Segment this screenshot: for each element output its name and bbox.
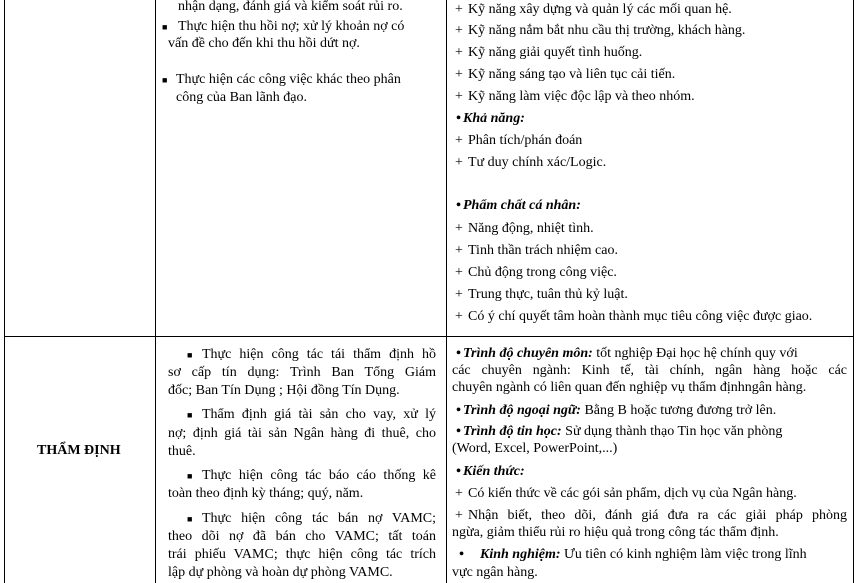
edu-label: Trình độ chuyên môn:: [463, 346, 593, 361]
bullet-icon: ■: [187, 471, 193, 481]
skill-item: Kỹ năng xây dựng và quản lý các mối quan hệ.: [468, 2, 732, 17]
duty-line: lập dự phòng và hoàn dự phòng VAMC.: [168, 565, 393, 580]
table-border-right: [853, 0, 854, 583]
plus-icon: +: [455, 508, 463, 523]
duty-line: Thực hiện công tác bán nợ VAMC;: [202, 511, 436, 526]
skill-item: Kỹ năng làm việc độc lập và theo nhóm.: [468, 89, 695, 104]
edu-line-1: [463, 346, 798, 362]
duty-line: vấn đề cho đến khi thu hồi dứt nợ.: [168, 36, 360, 51]
duty-line: toàn theo định kỳ tháng; quý, năm.: [168, 486, 364, 501]
skill-item: Kỹ năng sáng tạo và liên tục cải tiến.: [468, 67, 676, 82]
plus-icon: +: [455, 221, 463, 236]
skill-item: Kỹ năng giải quyết tình huống.: [468, 45, 643, 60]
ability-heading: Khả năng:: [463, 111, 525, 126]
plus-icon: +: [455, 309, 463, 324]
lang-text: Bằng B hoặc tương đương trở lên.: [580, 403, 777, 418]
bullet-icon: ■: [162, 22, 168, 32]
duty-line: theo dõi nợ đã bán cho VAMC; tất toán: [168, 529, 436, 544]
plus-icon: +: [455, 486, 463, 501]
personal-item: Năng động, nhiệt tình.: [468, 221, 594, 236]
department-title: THẨM ĐỊNH: [37, 443, 121, 458]
bullet-icon: •: [456, 111, 461, 126]
edu-text: tốt nghiệp Đại học hệ chính quy với: [592, 346, 798, 361]
plus-icon: +: [455, 265, 463, 280]
knowledge-item: Có kiến thức về các gói sản phẩm, dịch vụ của Ngân hàng.: [468, 486, 797, 501]
bullet-icon: •: [456, 464, 461, 479]
lang-line: [463, 403, 776, 419]
it-label: Trình độ tin học:: [463, 424, 562, 439]
plus-icon: +: [455, 67, 463, 82]
plus-icon: +: [455, 2, 463, 17]
table-divider-1: [155, 0, 156, 583]
duty-line: đốc; Ban Tín Dụng ; Hội đồng Tín Dụng.: [168, 383, 400, 398]
ability-item: Tư duy chính xác/Logic.: [468, 155, 607, 170]
it-line: (Word, Excel, PowerPoint,...): [452, 441, 618, 456]
plus-icon: +: [455, 89, 463, 104]
duty-line: Thực hiện công tác tái thẩm định hồ: [202, 347, 436, 362]
table-border-left: [4, 0, 5, 583]
row-separator: [4, 336, 854, 337]
bullet-icon: ■: [187, 410, 193, 420]
personal-heading: Phẩm chất cá nhân:: [463, 198, 581, 213]
duty-line: Thẩm định giá tài sản cho vay, xử lý: [202, 407, 436, 422]
bullet-icon: •: [456, 198, 461, 213]
personal-item: Trung thực, tuân thủ kỷ luật.: [468, 287, 628, 302]
personal-item: Có ý chí quyết tâm hoàn thành mục tiêu công việc được giao.: [468, 309, 813, 324]
lang-label: Trình độ ngoại ngữ:: [463, 403, 581, 418]
plus-icon: +: [455, 287, 463, 302]
duty-line: sơ cấp tín dụng: Trình Ban Tổng Giám: [168, 365, 436, 380]
plus-icon: +: [455, 45, 463, 60]
bullet-icon: ■: [187, 514, 193, 524]
skill-item: Kỹ năng nắm bắt nhu cầu thị trường, khách hàng.: [468, 23, 746, 38]
duty-line: công của Ban lãnh đạo.: [176, 90, 308, 105]
duty-line: trái phiếu VAMC; thực hiện công tác trích: [168, 547, 436, 562]
knowledge-heading: Kiến thức:: [463, 464, 525, 479]
knowledge-item: Nhận biết, theo dõi, đánh giá đưa ra các giải pháp phòng: [468, 508, 847, 523]
duty-line: thuê.: [168, 444, 196, 459]
it-text: Sử dụng thành thạo Tin học văn phòng: [561, 424, 783, 439]
bullet-icon: •: [456, 424, 461, 439]
edu-line: chuyên ngành có liên quan đến nghiệp vụ thẩm địnhngân hàng.: [452, 380, 807, 395]
plus-icon: +: [455, 133, 463, 148]
personal-item: Chủ động trong công việc.: [468, 265, 617, 280]
bullet-icon: •: [459, 547, 464, 562]
bullet-icon: •: [456, 403, 461, 418]
exp-text: Ưu tiên có kinh nghiệm làm việc trong lĩnh: [560, 547, 807, 562]
table-divider-2: [446, 0, 447, 583]
duty-line: Thực hiện thu hồi nợ; xử lý khoản nợ có: [178, 19, 405, 34]
ability-item: Phân tích/phán đoán: [468, 133, 583, 148]
bullet-icon: ■: [162, 75, 168, 85]
personal-item: Tinh thần trách nhiệm cao.: [468, 243, 618, 258]
plus-icon: +: [455, 23, 463, 38]
exp-line-1: [480, 547, 807, 563]
it-line-1: [463, 424, 782, 440]
duty-line: nhận dạng, đánh giá và kiểm soát rủi ro.: [178, 0, 403, 14]
bullet-icon: ■: [187, 350, 193, 360]
duty-line: nợ; định giá tài sản Ngân hàng đi thuê, cho: [168, 426, 436, 441]
exp-label: Kinh nghiệm:: [480, 547, 561, 562]
duty-line: Thực hiện các công việc khác theo phân: [176, 72, 401, 87]
bullet-icon: •: [456, 346, 461, 361]
exp-line: vực ngân hàng.: [452, 565, 538, 580]
duty-line: Thực hiện công tác báo cáo thống kê: [202, 468, 436, 483]
plus-icon: +: [455, 155, 463, 170]
plus-icon: +: [455, 243, 463, 258]
knowledge-item: ngừa, giảm thiểu rủi ro hiệu quả trong công tác thẩm định.: [452, 525, 779, 540]
edu-line: các chuyên ngành: Kinh tế, tài chính, ngân hàng hoặc các: [452, 363, 847, 378]
